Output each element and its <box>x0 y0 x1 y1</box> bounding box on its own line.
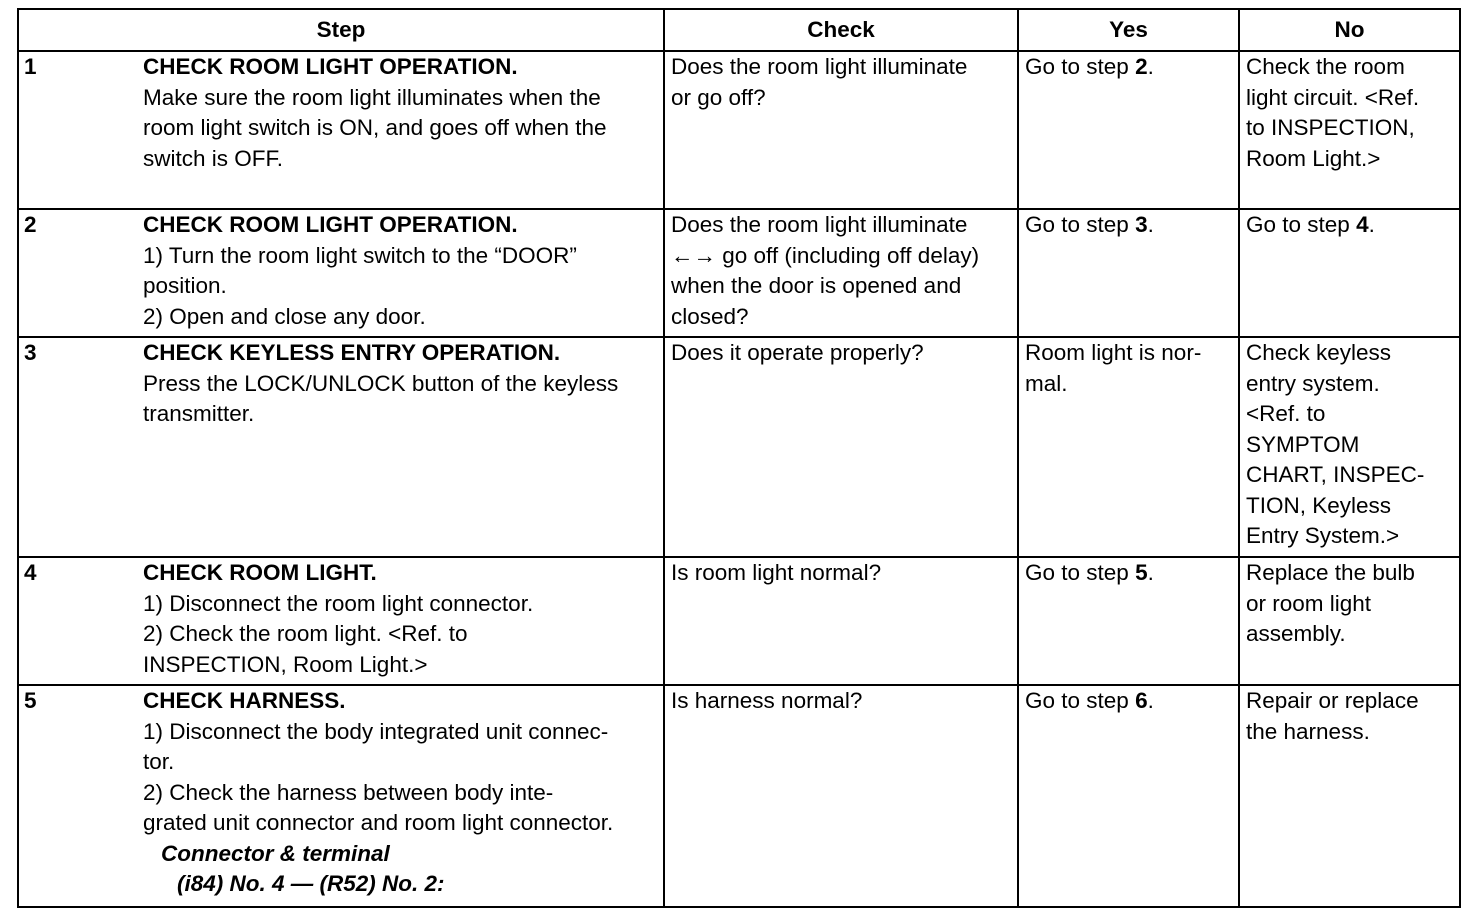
step-title: CHECK HARNESS. <box>143 688 346 713</box>
yes-suffix: . <box>1147 212 1154 237</box>
connector-terminal-value: (i84) No. 4 — (R52) No. 2: <box>177 871 445 896</box>
step-title: CHECK ROOM LIGHT OPERATION. <box>143 212 518 237</box>
no-line: Entry System.> <box>1246 523 1400 548</box>
step-line: Press the LOCK/UNLOCK button of the keyless <box>143 370 619 396</box>
step-line: Make sure the room light illuminates when the <box>143 84 601 110</box>
step-line: INSPECTION, Room Light.> <box>143 651 428 677</box>
check-line: ←→ go off (including off delay) <box>671 242 980 268</box>
step-title: CHECK KEYLESS ENTRY OPERATION. <box>143 340 561 365</box>
yes-prefix: Go to step <box>1025 560 1136 585</box>
check-line: Does the room light illuminate <box>671 212 968 237</box>
table-row <box>18 557 1460 685</box>
check-cell <box>664 557 1018 685</box>
check-line: Is room light normal? <box>671 560 882 585</box>
table-row <box>18 685 1460 907</box>
yes-suffix: . <box>1147 54 1154 79</box>
step-line: 1) Turn the room light switch to the “DOOR” <box>143 242 577 268</box>
connector-terminal-title: Connector & terminal <box>161 840 390 866</box>
no-line: CHART, INSPEC- <box>1246 462 1425 487</box>
step-number: 2 <box>24 212 37 237</box>
check-cell <box>664 337 1018 557</box>
step-line: 2) Check the harness between body inte- <box>143 779 554 805</box>
step-cell <box>18 685 664 907</box>
step-number: 1 <box>24 54 37 79</box>
table-row <box>18 337 1460 557</box>
step-line: position. <box>143 273 227 298</box>
check-line: when the door is opened and <box>671 273 962 298</box>
check-cell <box>664 51 1018 209</box>
no-line: TION, Keyless <box>1246 492 1392 518</box>
header-check: Check <box>664 9 1018 51</box>
step-line: switch is OFF. <box>143 145 284 171</box>
no-cell <box>1239 685 1460 907</box>
yes-cell <box>1018 51 1239 209</box>
header-no: No <box>1239 9 1460 51</box>
yes-prefix: Go to step <box>1025 212 1136 237</box>
step-number: 5 <box>24 688 37 713</box>
no-line: to INSPECTION, <box>1246 115 1415 140</box>
no-line: <Ref. to <box>1246 401 1326 426</box>
no-cell <box>1239 557 1460 685</box>
no-line: entry system. <box>1246 370 1380 396</box>
no-prefix: Go to step <box>1246 212 1357 237</box>
check-cell <box>664 685 1018 907</box>
no-line: assembly. <box>1246 621 1346 646</box>
step-line: 2) Open and close any door. <box>143 303 426 329</box>
yes-cell <box>1018 209 1239 337</box>
no-cell <box>1239 209 1460 337</box>
no-cell <box>1239 337 1460 557</box>
check-cell <box>664 209 1018 337</box>
diagnostic-table <box>17 8 1461 908</box>
step-cell <box>18 337 664 557</box>
step-title: CHECK ROOM LIGHT OPERATION. <box>143 54 518 79</box>
step-cell <box>18 557 664 685</box>
header-row <box>18 9 1460 51</box>
step-cell <box>18 209 664 337</box>
no-line: Check the room <box>1246 54 1405 79</box>
yes-step-number: 6 <box>1135 688 1148 713</box>
no-line: SYMPTOM <box>1246 431 1360 457</box>
table-row <box>18 51 1460 209</box>
step-line: transmitter. <box>143 401 255 426</box>
check-line: Does it operate properly? <box>671 340 924 365</box>
no-cell <box>1239 51 1460 209</box>
no-line: Replace the bulb <box>1246 560 1415 585</box>
yes-step-number: 5 <box>1135 560 1148 585</box>
yes-cell <box>1018 685 1239 907</box>
check-line: closed? <box>671 303 749 329</box>
step-line: 2) Check the room light. <Ref. to <box>143 621 468 646</box>
step-line: 1) Disconnect the body integrated unit connec- <box>143 718 609 744</box>
table-row <box>18 209 1460 337</box>
no-line: Repair or replace <box>1246 688 1419 713</box>
step-title: CHECK ROOM LIGHT. <box>143 560 377 585</box>
check-line: Does the room light illuminate <box>671 54 968 79</box>
yes-prefix: Go to step <box>1025 688 1136 713</box>
yes-line: Room light is nor- <box>1025 340 1202 365</box>
yes-suffix: . <box>1147 560 1154 585</box>
no-line: or room light <box>1246 590 1372 616</box>
yes-line: mal. <box>1025 370 1068 396</box>
header-step: Step <box>18 9 664 51</box>
step-line: 1) Disconnect the room light connector. <box>143 590 534 616</box>
yes-prefix: Go to step <box>1025 54 1136 79</box>
step-line: tor. <box>143 749 175 774</box>
check-line: or go off? <box>671 84 766 110</box>
yes-suffix: . <box>1147 688 1154 713</box>
step-line: grated unit connector and room light connector. <box>143 810 614 835</box>
yes-cell <box>1018 557 1239 685</box>
step-cell <box>18 51 664 209</box>
no-step-number: 4 <box>1356 212 1369 237</box>
check-line: Is harness normal? <box>671 688 863 713</box>
no-line: the harness. <box>1246 718 1370 744</box>
yes-cell <box>1018 337 1239 557</box>
no-suffix: . <box>1368 212 1375 237</box>
step-number: 3 <box>24 340 37 365</box>
no-line: light circuit. <Ref. <box>1246 84 1420 110</box>
yes-step-number: 3 <box>1135 212 1148 237</box>
step-line: room light switch is ON, and goes off when the <box>143 115 607 140</box>
step-number: 4 <box>24 560 37 585</box>
yes-step-number: 2 <box>1135 54 1148 79</box>
header-yes: Yes <box>1018 9 1239 51</box>
no-line: Check keyless <box>1246 340 1392 365</box>
no-line: Room Light.> <box>1246 145 1381 171</box>
